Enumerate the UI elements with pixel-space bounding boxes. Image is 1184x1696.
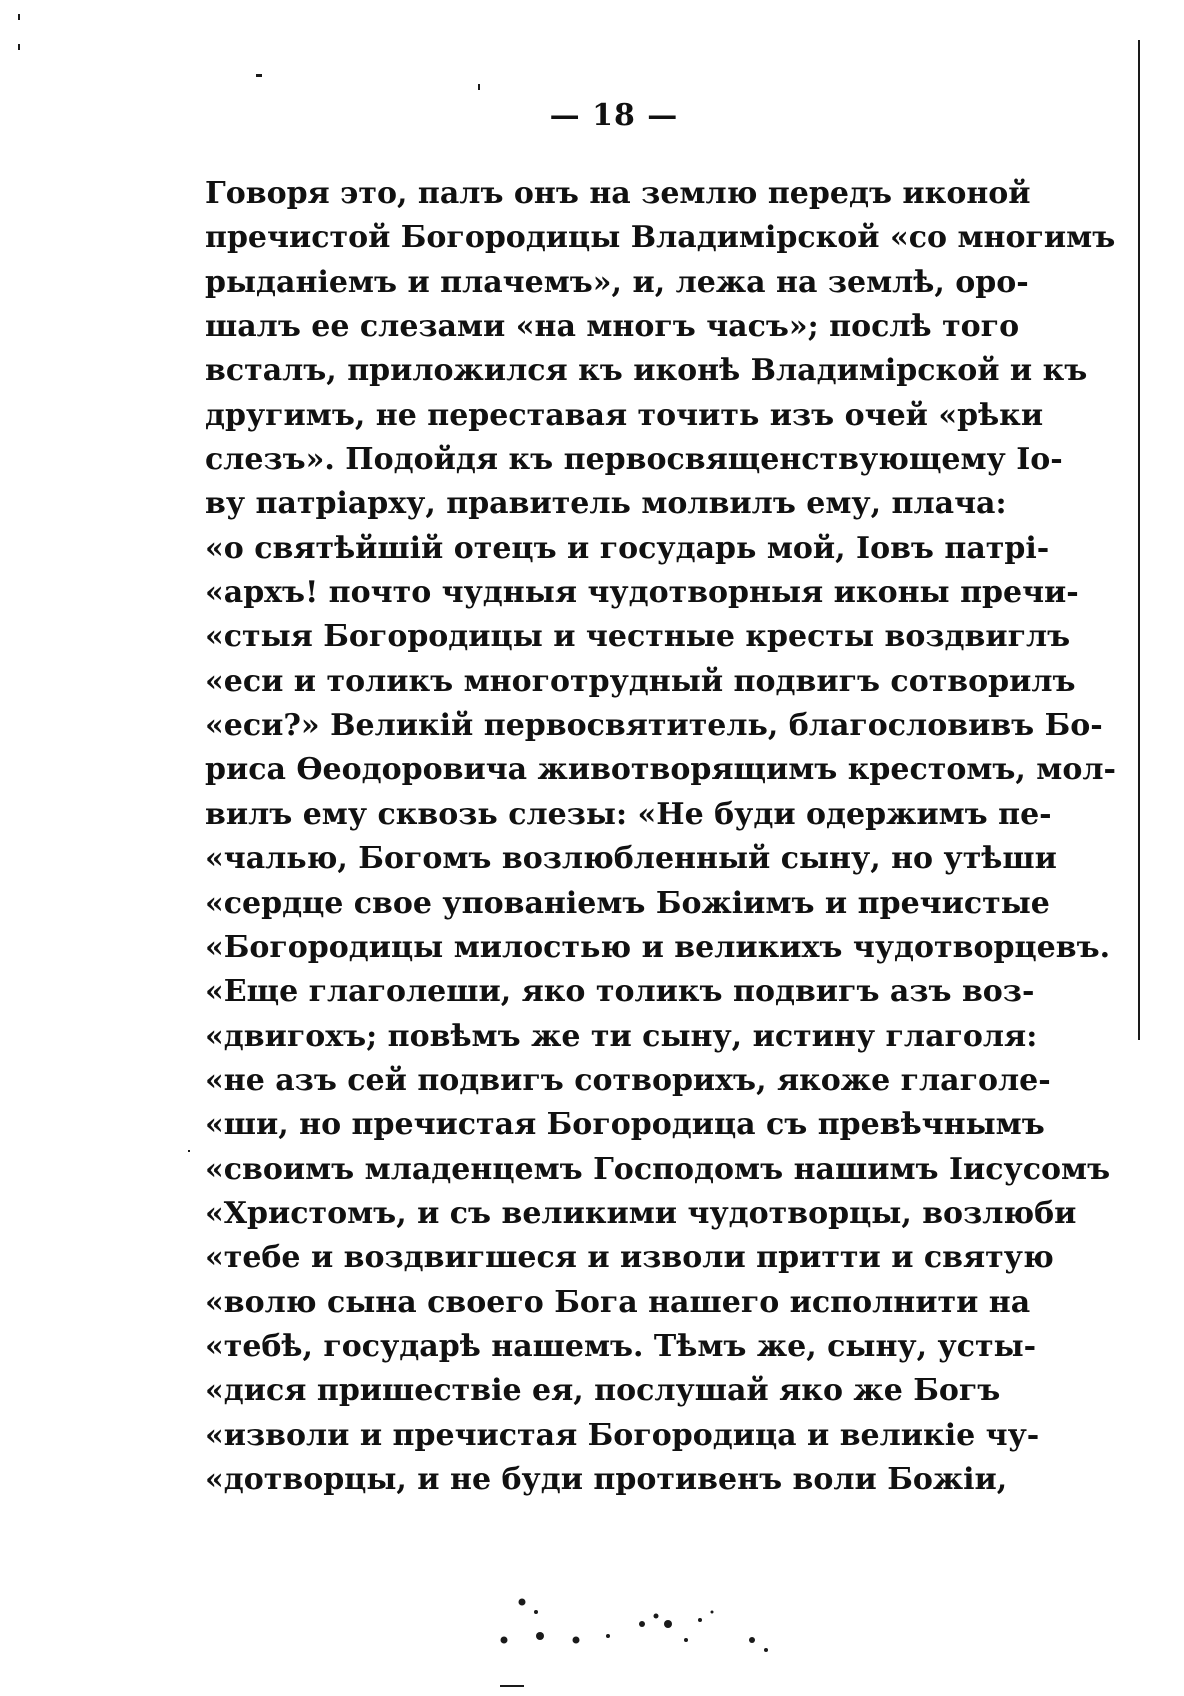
text-line: пречистой Богородицы Владимірской «со многимъ (205, 220, 1116, 256)
text-line: «Христомъ, и съ великими чудотворцы, возлюби (205, 1195, 1077, 1231)
text-line: вилъ ему сквозь слезы: «Не буди одержимъ пе- (205, 796, 1052, 832)
text-line: «волю сына своего Бога нашего исполнити на (205, 1284, 1031, 1320)
text-line: риса Ѳеодоровича животворящимъ крестомъ, мол- (205, 752, 1116, 788)
text-line: другимъ, не переставая точить изъ очей «рѣки (205, 397, 1044, 433)
text-line: шалъ ее слезами «на многъ часъ»; послѣ того (205, 309, 1020, 345)
text-line: «Богородицы милостью и великихъ чудотворцевъ. (205, 929, 1111, 965)
text-line: «дися пришествіе ея, послушай яко же Богъ (205, 1373, 1001, 1409)
body-text (205, 172, 1116, 1502)
text-line: «стыя Богородицы и честные кресты воздвиглъ (205, 619, 1071, 655)
text-line: «двигохъ; повѣмъ же ти сыну, истину глаголя: (205, 1018, 1038, 1054)
text-line: Говоря это, палъ онъ на землю передъ иконой (205, 176, 1031, 211)
text-line: «ши, но пречистая Богородица съ превѣчнымъ (205, 1107, 1045, 1143)
text-line: «не азъ сей подвигъ сотворихъ, якоже глаголе- (205, 1062, 1051, 1098)
text-line: слезъ». Подойдя къ первосвященствующему Іо- (205, 442, 1063, 478)
text-line: «изволи и пречистая Богородица и великіе чу- (205, 1417, 1040, 1453)
text-line: ву патріарху, правитель молвилъ ему, плача: (205, 486, 1007, 522)
text-line: всталъ, приложился къ иконѣ Владимірской и къ (205, 353, 1088, 389)
text-line: «дотворцы, и не буди противенъ воли Божіи, (205, 1461, 1008, 1497)
page-number: — 18 — (549, 98, 679, 133)
text-line: «тебѣ, государѣ нашемъ. Тѣмъ же, сыну, усты- (205, 1328, 1037, 1364)
text-line: «еси?» Великій первосвятитель, благословивъ Бо- (205, 708, 1103, 744)
text-line: «еси и толикъ многотрудный подвигъ сотворилъ (205, 663, 1076, 699)
text-line: «о святѣйшій отецъ и государь мой, Іовъ патрі- (205, 530, 1050, 566)
text-line: «сердце свое упованіемъ Божіимъ и пречистые (205, 885, 1050, 921)
text-line: «тебе и воздвигшеся и изволи притти и святую (205, 1240, 1054, 1276)
text-line: рыданіемъ и плачемъ», и, лежа на землѣ, оро- (205, 264, 1029, 300)
text-line: «архъ! почто чудныя чудотворныя иконы пречи- (205, 575, 1079, 611)
text-line: «Еще глаголеши, яко толикъ подвигъ азъ воз- (205, 974, 1035, 1010)
text-line: «своимъ младенцемъ Господомъ нашимъ Іисусомъ (205, 1151, 1111, 1187)
text-line: «чалью, Богомъ возлюбленный сыну, но утѣши (205, 841, 1057, 877)
